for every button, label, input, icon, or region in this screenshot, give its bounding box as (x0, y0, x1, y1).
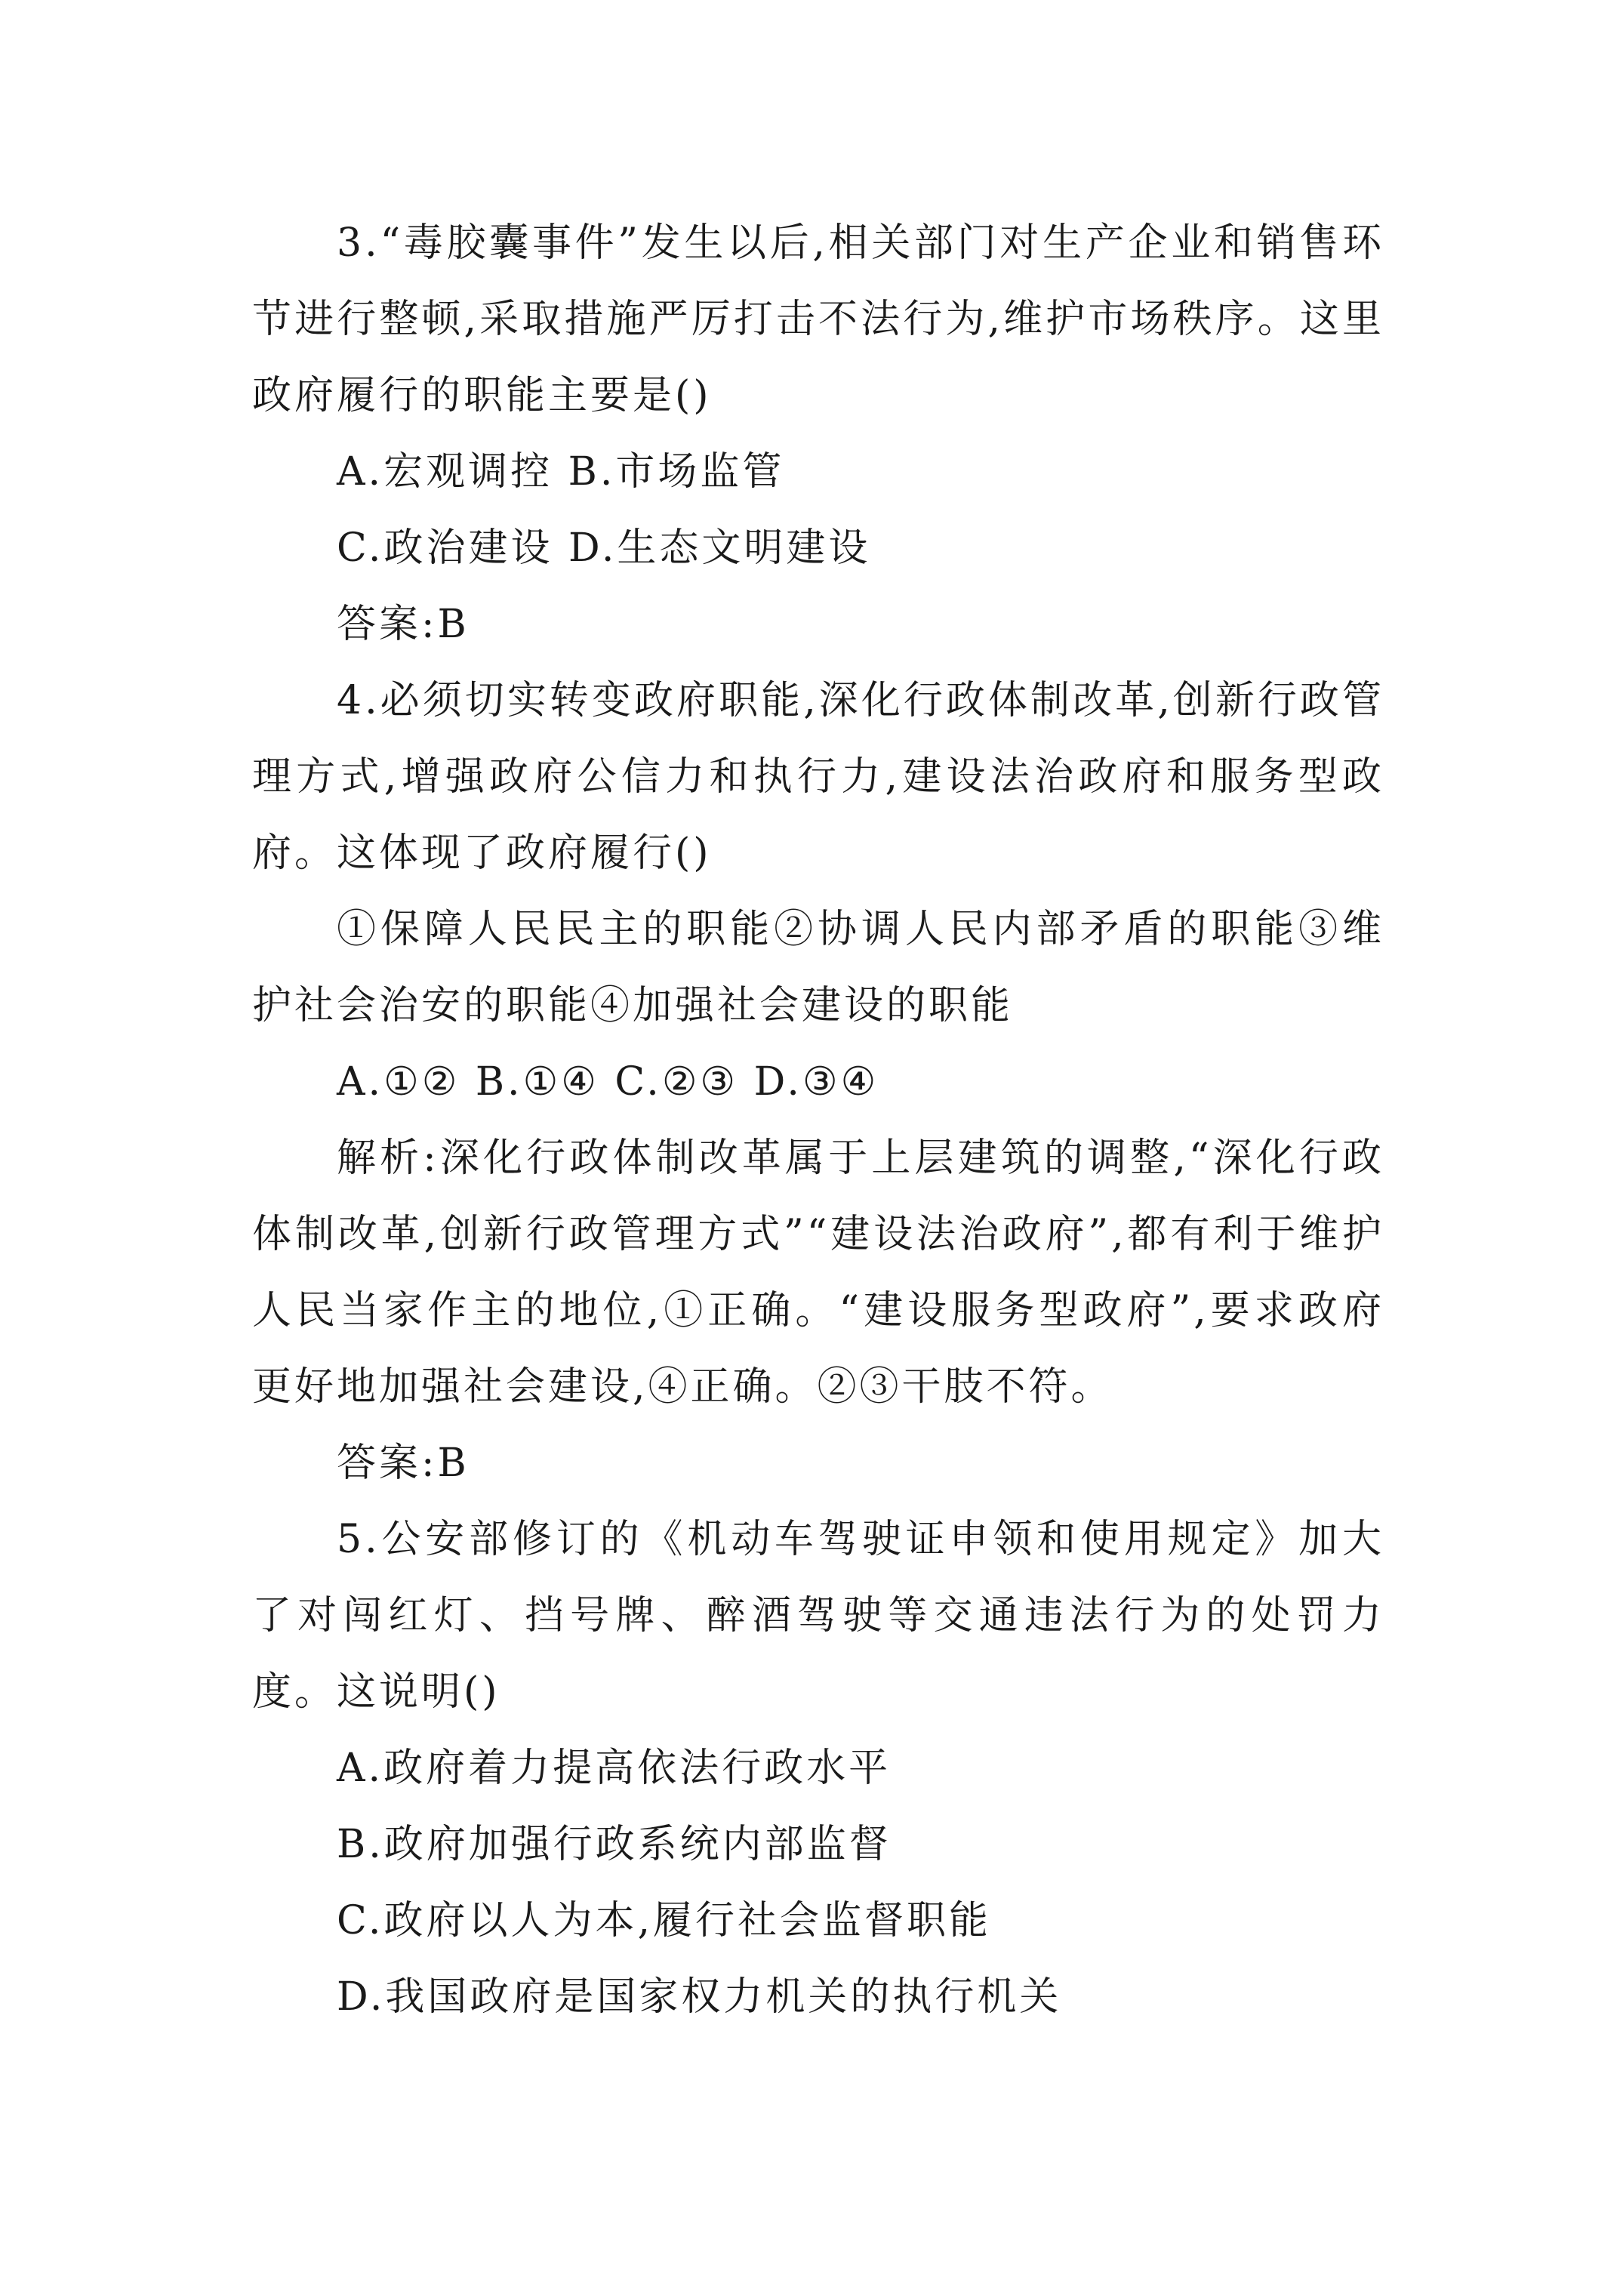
question-4-stem: 4.必须切实转变政府职能,深化行政体制改革,创新行政管理方式,增强政府公信力和执行力,建设法治政府和服务型政府。这体现了政府履行() (252, 678, 1384, 876)
question-4-options: A.①② B.①④ C.②③ D.③④ (337, 1059, 879, 1105)
question-5-option-c: C.政府以人为本,履行社会监督职能 (337, 1898, 991, 1943)
question-5-option-d: D.我国政府是国家权力机关的执行机关 (337, 1974, 1062, 2020)
question-3-options-ab: A.宏观调控 B.市场监管 (337, 449, 785, 495)
question-4-answer: 答案:B (337, 1441, 470, 1486)
question-5-stem: 5.公安部修订的《机动车驾驶证申领和使用规定》加大了对闯红灯、挡号牌、醉酒驾驶等交通违法行为的处罚力度。这说明() (252, 1517, 1384, 1715)
question-5-option-a: A.政府着力提高依法行政水平 (337, 1746, 892, 1791)
question-3-stem: 3.“毒胶囊事件”发生以后,相关部门对生产企业和销售环节进行整顿,采取措施严厉打击不法行为,维护市场秩序。这里政府履行的职能主要是() (252, 220, 1384, 418)
question-3-answer: 答案:B (337, 602, 470, 647)
document-page (252, 205, 1384, 2036)
question-5-option-b: B.政府加强行政系统内部监督 (337, 1822, 892, 1867)
question-3-options-cd: C.政治建设 D.生态文明建设 (337, 525, 871, 571)
question-4-analysis: 解析:深化行政体制改革属于上层建筑的调整,“深化行政体制改革,创新行政管理方式”“建设法治政府”,都有利于维护人民当家作主的地位,①正确。“建设服务型政府”,要求政府更好地加强社会建设,④正确。②③干肢不符。 (252, 1136, 1384, 1410)
question-4-statements: ①保障人民民主的职能②协调人民内部矛盾的职能③维护社会治安的职能④加强社会建设的职能 (252, 907, 1384, 1028)
